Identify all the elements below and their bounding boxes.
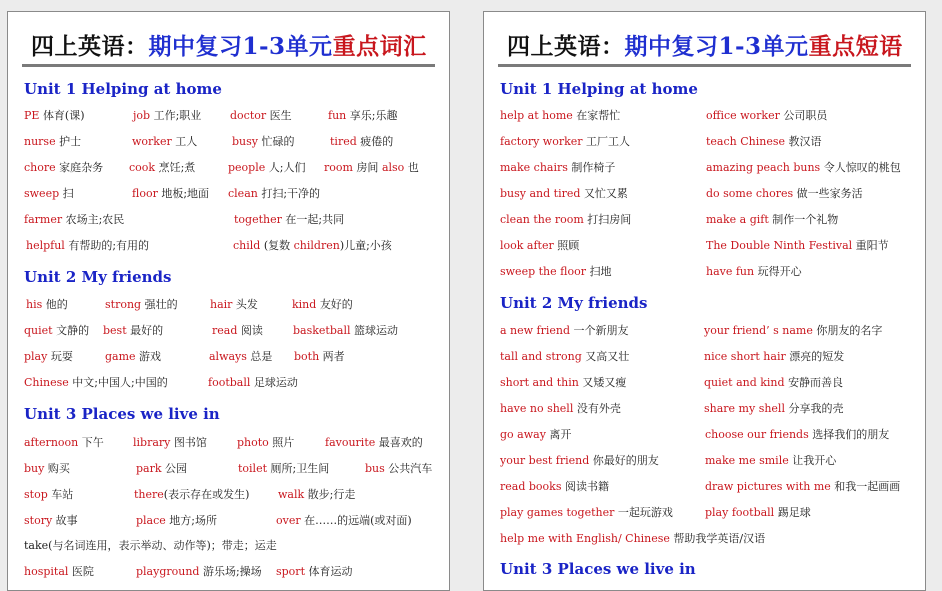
phrase-entry: have no shell 没有外壳 [500,402,621,415]
phrase-entry: nice short hair 漂亮的短发 [704,350,845,363]
vocab-entry: farmer 农场主;农民 [24,213,125,226]
unit-heading: Unit 3 Places we live in [24,405,220,423]
phrase-entry: play football 踢足球 [705,506,811,519]
page-title [507,32,903,62]
title-prefix: 四上英语： [31,33,149,60]
vocab-entry: place 地方;场所 [136,514,218,527]
phrase-entry: tall and strong 又高又壮 [500,350,630,363]
vocab-entry: busy 忙碌的 [232,135,295,148]
page-left [7,11,450,591]
phrase-entry: a new friend 一个新朋友 [500,324,629,337]
title-highlight: 重点短语 [808,33,903,60]
phrase-entry: teach Chinese 教汉语 [706,135,822,148]
page-right [483,11,926,591]
page-title [31,32,427,62]
vocab-entry: toilet 厕所;卫生间 [238,462,330,475]
vocab-entry: clean 打扫;干净的 [228,187,321,200]
phrase-entry: share my shell 分享我的壳 [704,402,844,415]
vocab-entry: basketball 篮球运动 [293,324,398,337]
title-divider [498,64,911,67]
vocab-entry: both 两者 [294,350,345,363]
phrase-entry: short and thin 又矮又瘦 [500,376,627,389]
vocab-entry: walk 散步;行走 [278,488,356,501]
vocab-entry: best 最好的 [103,324,164,337]
vocab-entry: always 总是 [209,350,273,363]
vocab-entry: his 他的 [26,298,68,311]
vocab-entry: read 阅读 [212,324,263,337]
vocab-entry: playground 游乐场;操场 [136,565,262,578]
phrase-entry: draw pictures with me 和我一起画画 [705,480,901,493]
vocab-entry: sport 体育运动 [276,565,353,578]
vocab-entry: quiet 文静的 [24,324,90,337]
vocab-entry: nurse 护士 [24,135,82,148]
vocab-entry: child (复数 children)儿童;小孩 [233,239,392,252]
vocab-entry: story 故事 [24,514,78,527]
phrase-entry: make a gift 制作一个礼物 [706,213,839,226]
unit-heading: Unit 1 Helping at home [24,80,222,98]
phrase-entry: your best friend 你最好的朋友 [500,454,659,467]
phrase-entry: your friend’ s name 你朋友的名字 [704,324,883,337]
vocab-entry: cook 烹饪;煮 [129,161,196,174]
vocab-entry: together 在一起;共同 [234,213,345,226]
phrase-entry: make me smile 让我开心 [705,454,837,467]
phrase-entry: factory worker 工厂工人 [500,135,631,148]
vocab-entry: chore 家庭杂务 [24,161,104,174]
vocab-entry: photo 照片 [237,436,295,449]
vocab-entry: play 玩耍 [24,350,73,363]
phrase-entry: have fun 玩得开心 [706,265,802,278]
phrase-entry: look after 照顾 [500,239,580,252]
vocab-entry: there(表示存在或发生) [134,488,250,501]
vocab-entry: tired 疲倦的 [330,135,394,148]
phrase-entry: play games together 一起玩游戏 [500,506,673,519]
vocab-entry: hair 头发 [210,298,258,311]
vocab-entry: buy 购买 [24,462,70,475]
title-middle: 期中复习1-3单元 [148,33,333,60]
phrase-entry: quiet and kind 安静而善良 [704,376,844,389]
unit-heading: Unit 3 Places we live in [500,560,696,578]
vocab-entry: worker 工人 [132,135,198,148]
vocab-entry: bus 公共汽车 [365,462,433,475]
title-divider [22,64,435,67]
vocab-entry: football 足球运动 [208,376,298,389]
phrase-entry: busy and tired 又忙又累 [500,187,628,200]
vocab-entry: afternoon 下午 [24,436,104,449]
phrase-entry: make chairs 制作椅子 [500,161,616,174]
phrase-entry: office worker 公司职员 [706,109,828,122]
vocab-entry: kind 友好的 [292,298,353,311]
vocab-entry: sweep 扫 [24,187,74,200]
vocab-entry: fun 享乐;乐趣 [328,109,398,122]
vocab-entry: floor 地板;地面 [132,187,210,200]
vocab-entry: hospital 医院 [24,565,94,578]
phrase-entry: clean the room 打扫房间 [500,213,632,226]
vocab-entry: over 在……的远端(或对面) [276,514,412,527]
usage-note: take(与名词连用，表示举动、动作等)；带走；运走 [24,539,277,552]
vocab-entry: doctor 医生 [230,109,292,122]
phrase-entry: do some chores 做一些家务活 [706,187,863,200]
title-prefix: 四上英语： [507,33,625,60]
vocab-entry: library 图书馆 [133,436,207,449]
vocab-entry: park 公园 [136,462,188,475]
vocab-entry: strong 强壮的 [105,298,178,311]
unit-heading: Unit 2 My friends [24,268,172,286]
unit-heading: Unit 1 Helping at home [500,80,698,98]
title-middle: 期中复习1-3单元 [624,33,809,60]
phrase-entry: sweep the floor 扫地 [500,265,612,278]
vocab-entry: PE 体育(课) [24,109,85,122]
phrase-entry: choose our friends 选择我们的朋友 [705,428,890,441]
vocab-entry: room 房间 also 也 [324,161,419,174]
phrase-entry: go away 离开 [500,428,572,441]
title-highlight: 重点词汇 [332,33,427,60]
phrase-entry: amazing peach buns 令人惊叹的桃包 [706,161,901,174]
vocab-entry: people 人;人们 [228,161,306,174]
phrase-entry: The Double Ninth Festival 重阳节 [706,239,889,252]
phrase-entry: help me with English/ Chinese 帮助我学英语/汉语 [500,532,766,545]
phrase-entry: read books 阅读书籍 [500,480,609,493]
vocab-entry: helpful 有帮助的;有用的 [26,239,150,252]
phrase-entry: help at home 在家帮忙 [500,109,621,122]
vocab-entry: job 工作;职业 [133,109,202,122]
unit-heading: Unit 2 My friends [500,294,648,312]
vocab-entry: game 游戏 [105,350,162,363]
vocab-entry: favourite 最喜欢的 [325,436,423,449]
vocab-entry: Chinese 中文;中国人;中国的 [24,376,168,389]
vocab-entry: stop 车站 [24,488,74,501]
